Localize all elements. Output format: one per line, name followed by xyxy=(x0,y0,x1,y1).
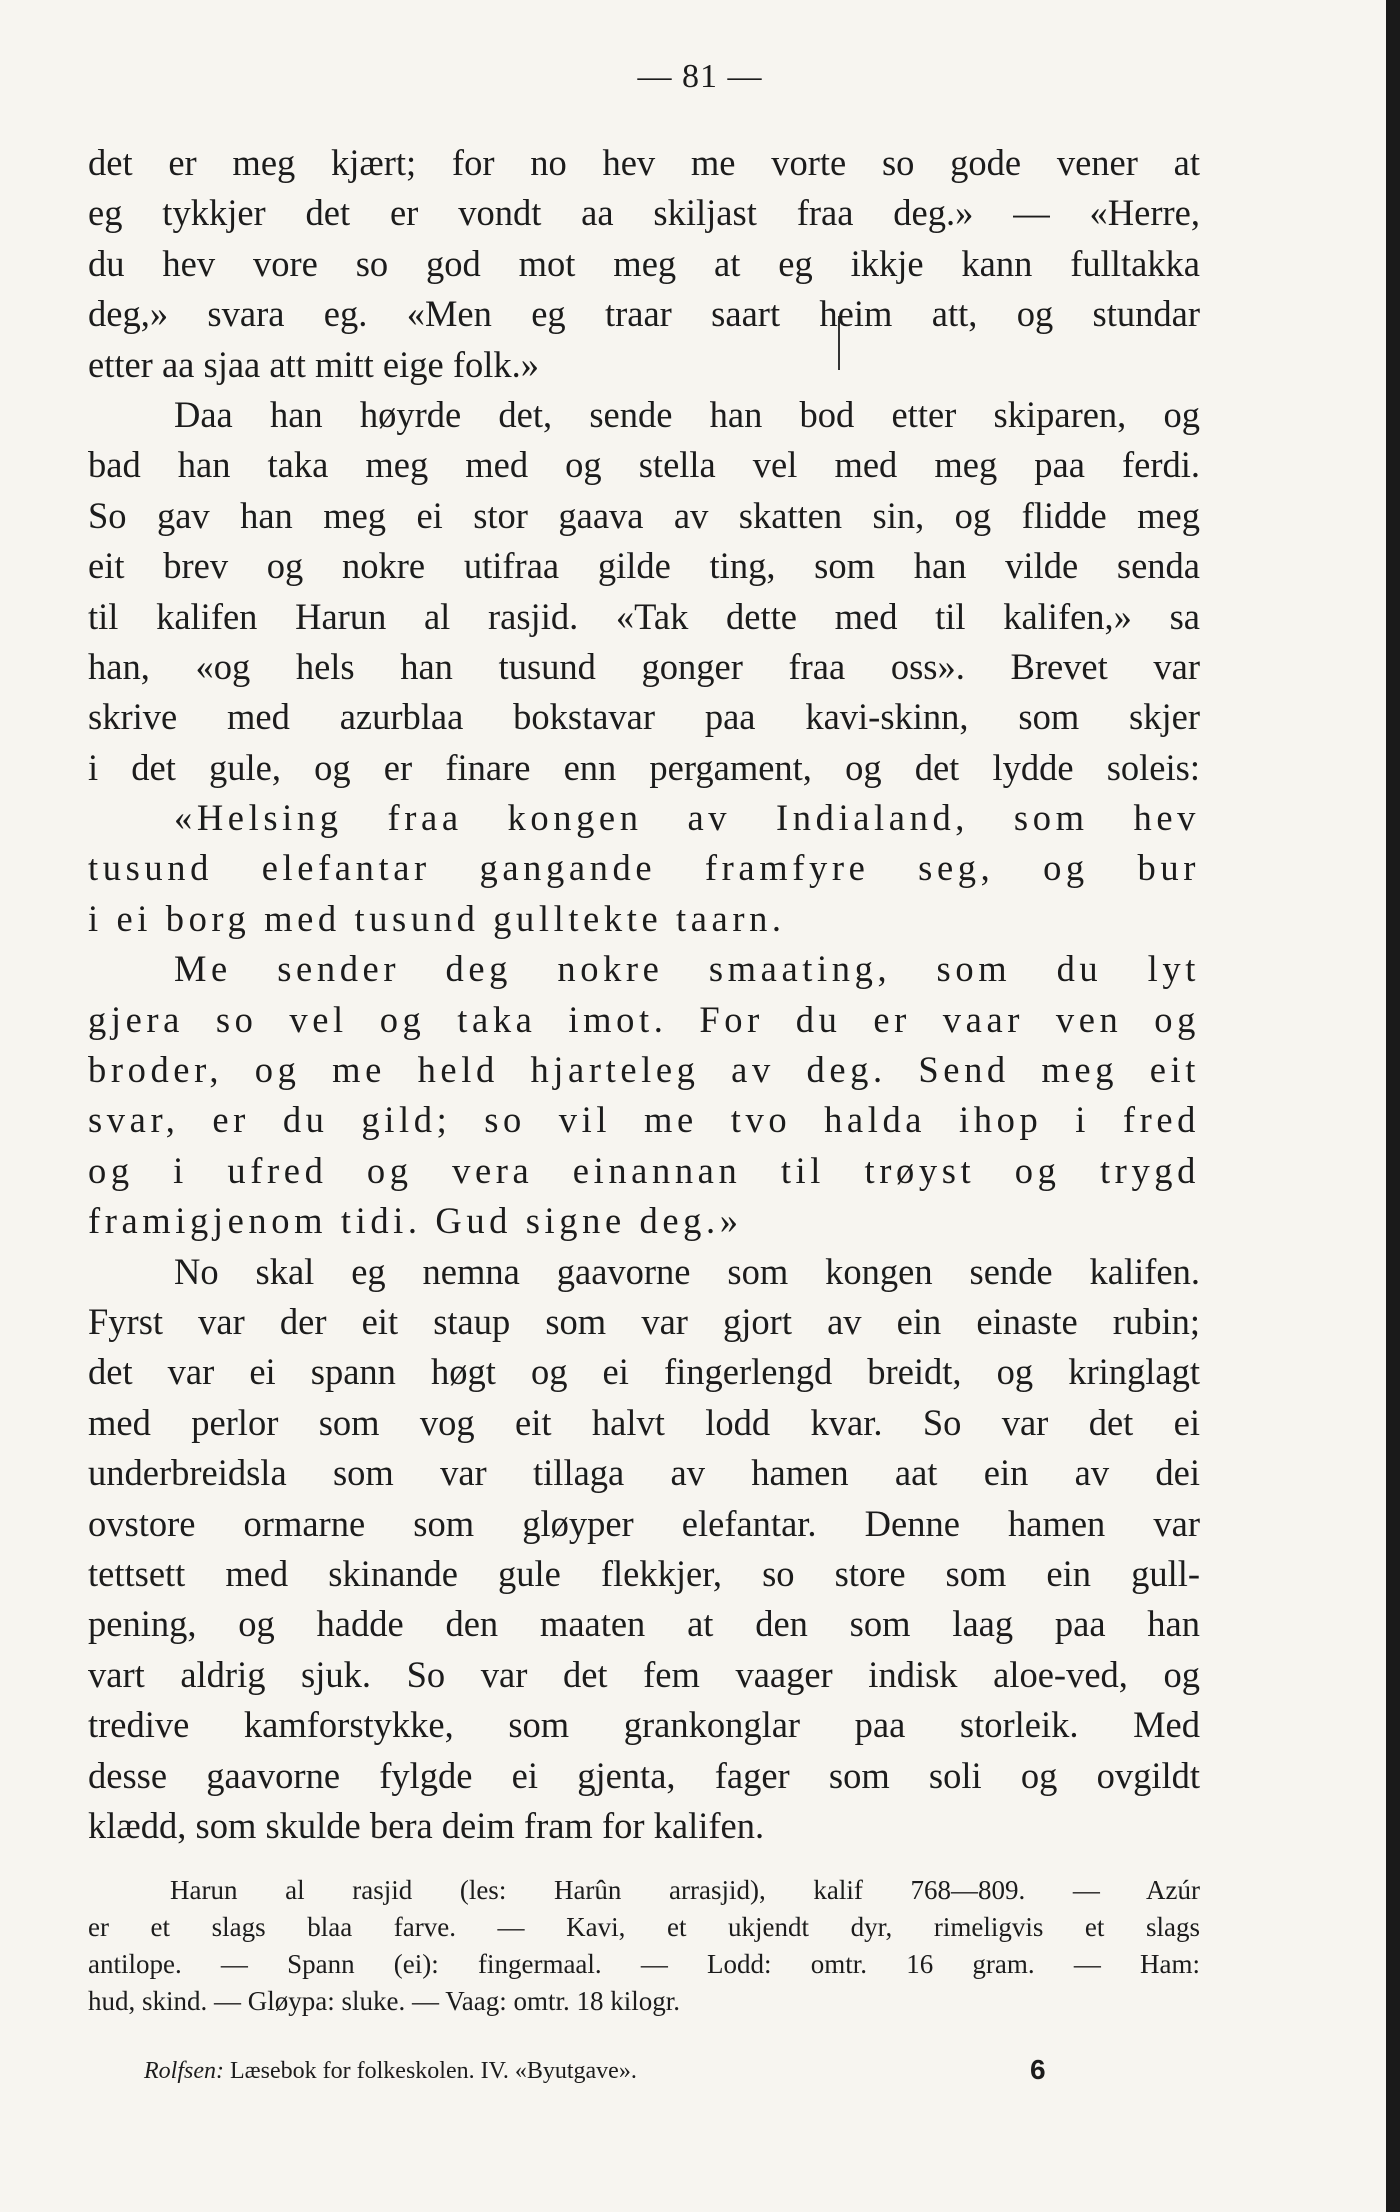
body-line: vart aldrig sjuk. So var det fem vaager indisk aloe-ved, og xyxy=(88,1653,1200,1695)
footnotes xyxy=(88,1872,1200,2020)
footer-title: Læsebok for folkeskolen. IV. «Byutgave». xyxy=(229,2058,637,2084)
body-line: tredive kamforstykke, som grankonglar paa storleik. Med xyxy=(88,1704,1200,1746)
letter-line: gjera so vel og taka imot. For du er vaar ven og xyxy=(88,998,1200,1040)
body-line: eg tykkjer det er vondt aa skiljast fraa deg.» — «Herre, xyxy=(88,192,1200,234)
letter-line: «Helsing fraa kongen av Indialand, som hev xyxy=(174,797,1200,839)
body-line: Fyrst var der eit staup som var gjort av ein einaste rubin; xyxy=(88,1300,1200,1342)
scan-edge xyxy=(1386,0,1400,2212)
letter-line: svar, er du gild; so vil me tvo halda ihop i fred xyxy=(88,1099,1200,1141)
body-line: eit brev og nokre utifraa gilde ting, som han vilde senda xyxy=(88,545,1200,587)
body-line: So gav han meg ei stor gaava av skatten sin, og flidde meg xyxy=(88,494,1200,536)
body-line: klædd, som skulde bera deim fram for kalifen. xyxy=(88,1804,765,1846)
body-line: desse gaavorne fylgde ei gjenta, fager som soli og ovgildt xyxy=(88,1754,1200,1796)
footnote-line: Harun al rasjid (les: Harûn arrasjid), kalif 768—809. — Azúr xyxy=(170,1875,1200,1905)
body-line: etter aa sjaa att mitt eige folk.» xyxy=(88,343,539,385)
footer-author: Rolfsen: xyxy=(144,2058,224,2084)
letter-line: broder, og me held hjarteleg av deg. Send meg eit xyxy=(88,1049,1200,1091)
body-line: ovstore ormarne som gløyper elefantar. Denne hamen var xyxy=(88,1502,1200,1544)
body-line: No skal eg nemna gaavorne som kongen sende kalifen. xyxy=(174,1250,1200,1292)
footnote-line: antilope. — Spann (ei): fingermaal. — Lodd: omtr. 16 gram. — Ham: xyxy=(88,1949,1200,1979)
body-line: bad han taka meg med og stella vel med meg paa ferdi. xyxy=(88,444,1200,486)
body-line: underbreidsla som var tillaga av hamen aat ein av dei xyxy=(88,1452,1200,1494)
body-line: tettsett med skinande gule flekkjer, so store som ein gull- xyxy=(88,1552,1200,1594)
body-line: med perlor som vog eit halvt lodd kvar. So var det ei xyxy=(88,1401,1200,1443)
body-line: pening, og hadde den maaten at den som laag paa han xyxy=(88,1603,1200,1645)
body-line: i det gule, og er finare enn pergament, og det lydde soleis: xyxy=(88,746,1200,788)
letter-line: i ei borg med tusund gulltekte taarn. xyxy=(88,897,786,939)
signature-mark: 6 xyxy=(1030,2054,1046,2085)
footnote-line: er et slags blaa farve. — Kavi, et ukjendt dyr, rimeligvis et slags xyxy=(88,1912,1200,1942)
letter-line: tusund elefantar gangande framfyre seg, og bur xyxy=(88,847,1200,889)
page-footer xyxy=(144,2058,1044,2085)
body-line: det er meg kjært; for no hev me vorte so gode vener at xyxy=(88,142,1200,183)
body-line: til kalifen Harun al rasjid. «Tak dette med til kalifen,» sa xyxy=(88,595,1200,637)
letter-line: Me sender deg nokre smaating, som du lyt xyxy=(174,948,1200,990)
body-line: skrive med azurblaa bokstavar paa kavi-skinn, som skjer xyxy=(88,696,1200,738)
letter-line: framigjenom tidi. Gud signe deg.» xyxy=(88,1200,743,1242)
body-line: deg,» svara eg. «Men eg traar saart heim att, og stundar xyxy=(88,293,1200,335)
page-number: — 81 — xyxy=(637,58,763,95)
body-line: du hev vore so god mot meg at eg ikkje kann fulltakka xyxy=(88,242,1200,284)
body-line: Daa han høyrde det, sende han bod etter skiparen, og xyxy=(174,393,1200,435)
letter-line: og i ufred og vera einannan til trøyst og trygd xyxy=(88,1149,1200,1191)
body-line: han, «og hels han tusund gonger fraa oss». Brevet var xyxy=(88,645,1200,687)
body-text xyxy=(88,138,1200,1851)
footnote-line: hud, skind. — Gløypa: sluke. — Vaag: omtr. 18 kilogr. xyxy=(88,1986,680,2016)
body-line: det var ei spann høgt og ei fingerlengd breidt, og kringlagt xyxy=(88,1351,1200,1393)
